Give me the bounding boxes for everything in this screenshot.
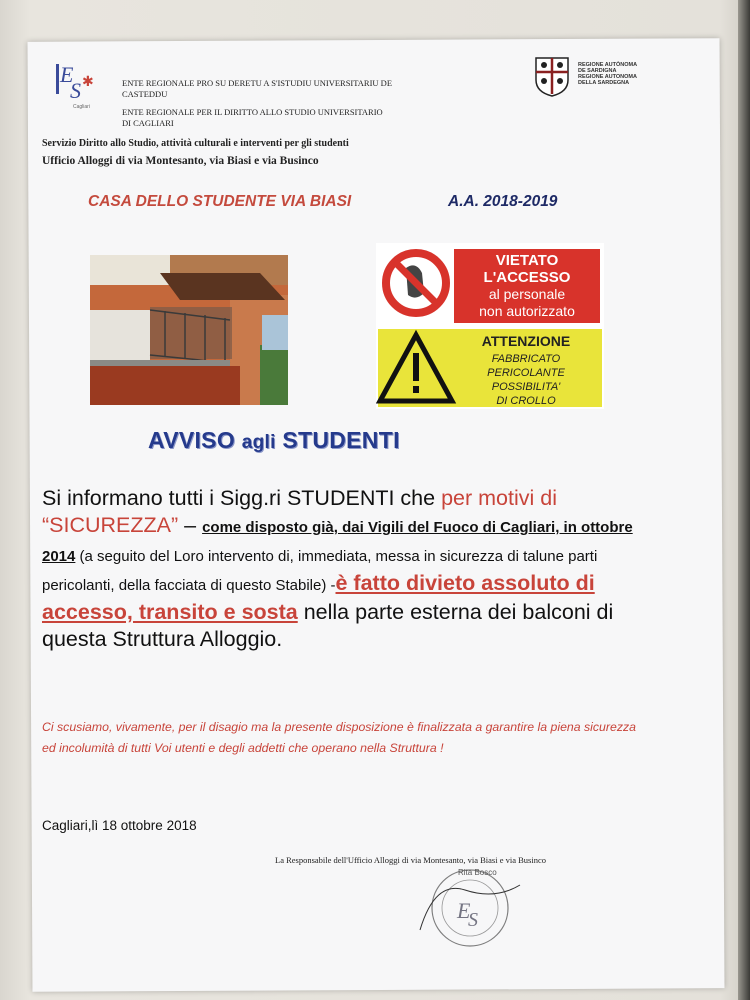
warning-line-4: POSSIBILITA' (491, 381, 561, 393)
warning-signs (376, 243, 604, 409)
header-line-1: ENTE REGIONALE PRO SU DERETU A S'ISTUDIU UNIVERSITARIU DE (122, 78, 393, 88)
svg-text:S: S (70, 78, 81, 103)
forbidden-line-3: al personale (488, 286, 566, 302)
warning-line-2: FABBRICATO (491, 353, 561, 365)
residence-title: CASA DELLO STUDENTE VIA BIASI (88, 193, 352, 210)
svg-text:S: S (468, 909, 478, 931)
forbidden-line-4: non autorizzato (479, 303, 575, 319)
signature-name: Rita Bosco (458, 868, 497, 877)
office-line: Ufficio Alloggi di via Montesanto, via Biasi e via Businco (42, 155, 319, 167)
academic-year: A.A. 2018-2019 (448, 193, 558, 210)
avviso-word: AVVISO (148, 427, 236, 453)
svg-text:E: E (457, 898, 471, 923)
body-intro: Si informano tutti i Sigg.ri STUDENTI che (42, 486, 442, 510)
building-photo (90, 255, 288, 405)
ersu-logo (48, 52, 108, 112)
warning-line-3: PERICOLANTE (487, 367, 565, 379)
body-context: (a seguito del Loro intervento di, immediata, messa in sicurezza di talune parti pericolanti, della facciata di questo Stabile) - (42, 548, 598, 594)
warning-line-1: ATTENZIONE (481, 333, 571, 349)
forbidden-line-1: VIETATO (495, 252, 559, 269)
body-security-reason: per motivi di “SICUREZZA” (42, 486, 557, 537)
service-line: Servizio Diritto allo Studio, attività culturali e interventi per gli studenti (42, 138, 349, 149)
signature-role: La Responsabile dell'Ufficio Alloggi di via Montesanto, via Biasi e via Businco (275, 855, 546, 865)
header-line-4: DI CAGLIARI (122, 118, 174, 128)
notice-heading (148, 427, 400, 454)
forbidden-line-2: L'ACCESSO (483, 269, 571, 286)
apology-text: Ci scusiamo, vivamente, per il disagio ma la presente disposizione è finalizzata a garantire la piena sicurezza ed incolumità di tutti Voi utenti e degli addetti che operano nella Struttura ! (42, 720, 636, 755)
body-area: nella parte esterna dei balconi di questa Struttura Alloggio. (42, 600, 614, 651)
svg-text:✱: ✱ (82, 75, 94, 90)
body-firefighters: come disposto già, dai Vigili del Fuoco di Cagliari, in ottobre 2014 (42, 519, 633, 565)
sardinia-crest-icon (532, 54, 572, 98)
header-line-3: ENTE REGIONALE PER IL DIRITTO ALLO STUDIO UNIVERSITARIO (122, 107, 383, 117)
studenti-word: STUDENTI (282, 427, 400, 453)
svg-text:E: E (60, 62, 74, 87)
background-edge (738, 0, 750, 1000)
region-label: REGIONE AUTÒNOMA DE SARDIGNA REGIONE AUTONOMA DELLA SARDEGNA (578, 62, 638, 86)
warning-line-5: DI CROLLO (496, 395, 556, 407)
agli-word: agli (241, 432, 276, 453)
date-line: Cagliari,lì 18 ottobre 2018 (42, 818, 197, 833)
body-dash: – (178, 513, 203, 537)
notice-body (42, 485, 642, 653)
body-prohibition: è fatto divieto assoluto di accesso, transito e sosta (42, 571, 595, 624)
header-line-2: CASTEDDU (122, 89, 168, 99)
svg-text:Cagliari: Cagliari (73, 104, 90, 110)
